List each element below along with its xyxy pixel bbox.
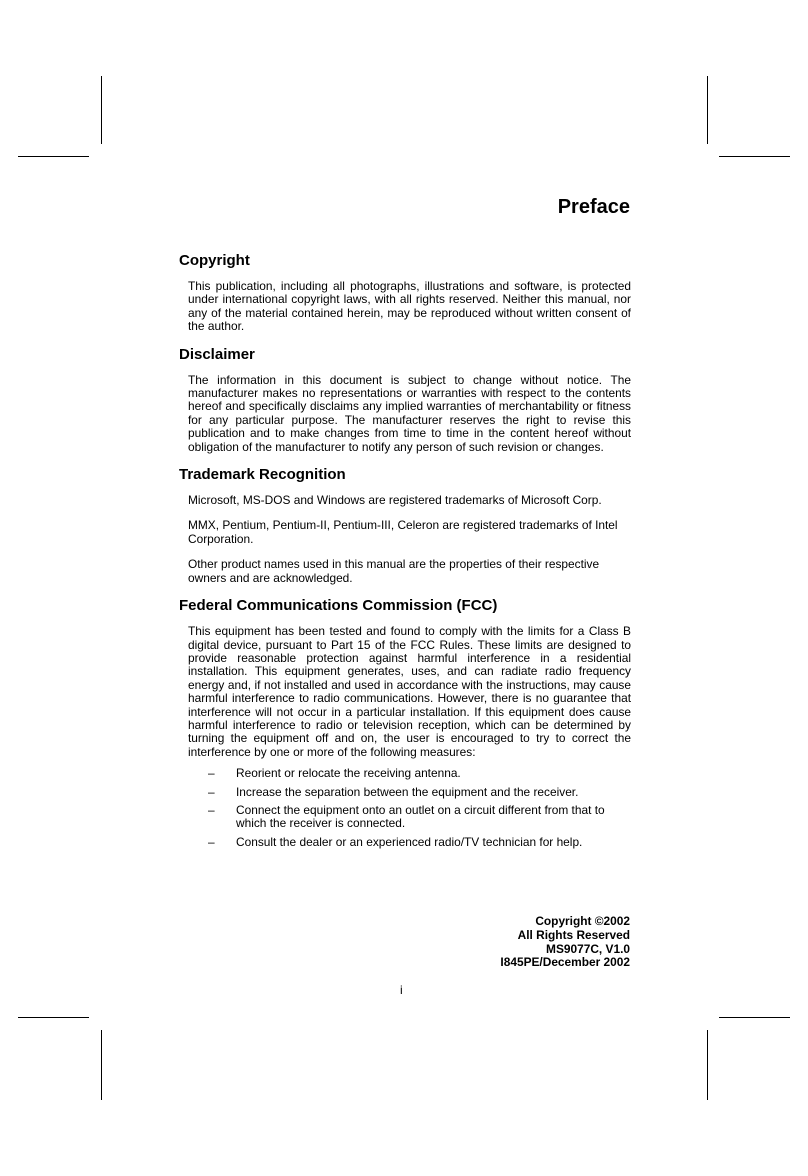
list-item (188, 767, 631, 780)
crop-mark-top-left-vertical (101, 76, 102, 144)
bullet-dash: – (208, 802, 215, 817)
crop-mark-bottom-right-horizontal (719, 1017, 790, 1018)
page-number: i (400, 983, 403, 997)
list-item (188, 786, 631, 799)
fcc-measures-list (188, 767, 631, 849)
crop-mark-top-right-vertical (707, 76, 708, 144)
fcc-paragraph: This equipment has been tested and found to comply with the limits for a Class B digital device, pursuant to Part 15 of the FCC Rules. These limits are designed to provide reasonable protection against harmful interference in a residential installation. This equipment generates, uses, and can radiate radio frequency energy and, if not installed and used in accordance with the instructions, may cause harmful interference to radio communications. However, there is no guarantee that interference will not occur in a particular installation. If this equipment does cause harmful interference to radio or television reception, which can be determined by turning the equipment off and on, the user is encouraged to try to correct the interference by one or more of the following measures: (188, 624, 631, 759)
page-content (179, 252, 631, 854)
bullet-dash: – (208, 766, 215, 781)
crop-mark-bottom-left-vertical (101, 1030, 102, 1100)
fcc-heading: Federal Communications Commission (FCC) (179, 597, 498, 615)
signoff-model: MS9077C, V1.0 (546, 941, 630, 956)
measure-text: Increase the separation between the equipment and the receiver. (236, 784, 579, 799)
signoff-copyright: Copyright ©2002 (535, 914, 630, 928)
trademark-heading: Trademark Recognition (179, 466, 346, 484)
disclaimer-section (179, 346, 631, 454)
disclaimer-paragraph: The information in this document is subject to change without notice. The manufacturer makes no representations or warranties with respect to the contents hereof and specifically disclaims any implied warranties of merchantability or fitness for any particular purpose. The manufacturer reserves the right to revise this publication and to make changes from time to time in the content hereof without obligation of the manufacturer to notify any person of such revision or changes. (188, 372, 631, 454)
disclaimer-heading: Disclaimer (179, 345, 255, 363)
signoff-rights: All Rights Reserved (517, 927, 630, 942)
copyright-section (179, 252, 631, 334)
signoff-edition: I845PE/December 2002 (500, 955, 630, 970)
bullet-dash: – (208, 834, 215, 849)
signoff-block (500, 915, 630, 970)
trademark-paragraph-intel: MMX, Pentium, Pentium-II, Pentium-III, Celeron are registered trademarks of Intel Corporation. (188, 518, 618, 546)
bullet-dash: – (208, 784, 215, 799)
trademark-section (179, 466, 631, 585)
copyright-paragraph: This publication, including all photographs, illustrations and software, is protected under international copyright laws, with all rights reserved. Neither this manual, nor any of the material contained herein, may be reproduced without written consent of the author. (188, 279, 631, 334)
crop-mark-bottom-left-horizontal (18, 1017, 89, 1018)
crop-mark-top-left-horizontal (18, 156, 89, 157)
copyright-heading: Copyright (179, 252, 250, 269)
page-title: Preface (557, 196, 630, 218)
trademark-paragraph-other: Other product names used in this manual are the properties of their respective owners and are acknowledged. (188, 557, 600, 585)
list-item (188, 836, 631, 849)
trademark-paragraph-microsoft: Microsoft, MS-DOS and Windows are registered trademarks of Microsoft Corp. (188, 493, 602, 508)
measure-text: Connect the equipment onto an outlet on a circuit different from that to which the receiver is connected. (236, 802, 605, 831)
list-item (188, 804, 631, 831)
crop-mark-bottom-right-vertical (707, 1030, 708, 1100)
crop-mark-top-right-horizontal (719, 156, 790, 157)
measure-text: Consult the dealer or an experienced radio/TV technician for help. (236, 834, 583, 849)
fcc-section (179, 597, 631, 849)
measure-text: Reorient or relocate the receiving antenna. (236, 766, 461, 781)
